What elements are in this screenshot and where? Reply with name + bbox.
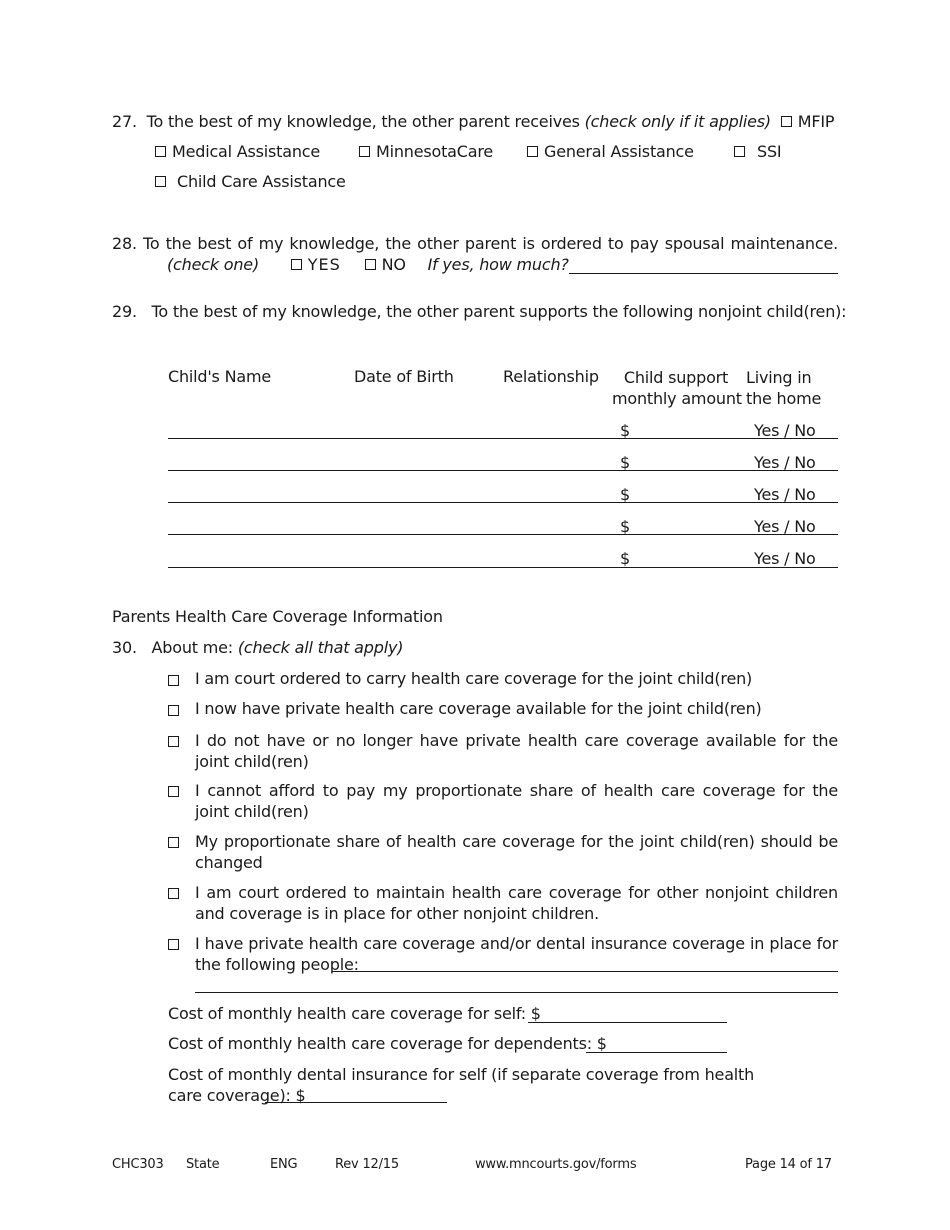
q28-text: To the best of my knowledge, the other parent is ordered to pay spousal maintenance.	[143, 234, 838, 253]
header-child-support: Child support monthly amount	[612, 368, 742, 408]
q30-private-available-checkbox[interactable]	[168, 705, 179, 716]
medical-assistance-option: Medical Assistance	[155, 142, 320, 161]
q30-instruction: (check all that apply)	[237, 638, 404, 657]
q28-instruction: (check one)	[167, 255, 259, 274]
cost-dental-label: Cost of monthly dental insurance for self (if separate coverage from health care coverage): $	[168, 1065, 755, 1105]
footer-state: State	[186, 1157, 220, 1172]
q28-amount-field[interactable]	[569, 273, 838, 274]
footer-language: ENG	[270, 1157, 298, 1172]
header-date-of-birth: Date of Birth	[354, 367, 454, 386]
q30-number: 30.	[112, 638, 137, 657]
q28-no-checkbox[interactable]	[365, 259, 376, 270]
q30-court-ordered-checkbox[interactable]	[168, 675, 179, 686]
q27-instruction: (check only if it applies)	[584, 112, 771, 131]
row-line	[168, 438, 838, 439]
header-childs-name: Child's Name	[168, 367, 271, 386]
row-line	[168, 567, 838, 568]
q30-item-court-ordered: I am court ordered to carry health care coverage for the joint child(ren)	[195, 669, 838, 688]
following-people-field[interactable]	[332, 971, 838, 972]
minnesotacare-option: MinnesotaCare	[359, 142, 493, 161]
footer-url[interactable]: www.mncourts.gov/forms	[475, 1157, 637, 1172]
cost-dependents-label: Cost of monthly health care coverage for dependents: $	[168, 1034, 607, 1053]
q30-item-nonjoint-coverage: I am court ordered to maintain health care coverage for other nonjoint children and coverage is in place for other nonjoint children.	[195, 882, 838, 924]
minnesotacare-checkbox[interactable]	[359, 146, 370, 157]
q28-how-much-label: If yes, how much?	[427, 255, 569, 274]
general-assistance-option: General Assistance	[527, 142, 694, 161]
q30-nonjoint-coverage-checkbox[interactable]	[168, 888, 179, 899]
cost-self-field[interactable]	[528, 1022, 727, 1023]
q30-item-private-in-place: I have private health care coverage and/or dental insurance coverage in place for the following people:	[195, 933, 838, 975]
footer-form-code: CHC303	[112, 1157, 164, 1172]
q30-text: About me:	[151, 638, 233, 657]
q27-number: 27.	[112, 112, 137, 131]
q30-line	[112, 638, 403, 657]
child-care-assistance-checkbox[interactable]	[155, 176, 166, 187]
ssi-option: SSI	[734, 142, 781, 161]
section-heading: Parents Health Care Coverage Information	[112, 607, 443, 626]
general-assistance-checkbox[interactable]	[527, 146, 538, 157]
row-line	[168, 470, 838, 471]
q30-item-share-changed: My proportionate share of health care coverage for the joint child(ren) should be changed	[195, 831, 838, 873]
cost-dental-field[interactable]	[265, 1102, 447, 1103]
row-line	[168, 534, 838, 535]
q30-item-cannot-afford: I cannot afford to pay my proportionate share of health care coverage for the joint child(ren)	[195, 780, 838, 822]
q28-yes-label: YES	[307, 255, 341, 274]
q30-item-private-available: I now have private health care coverage available for the joint child(ren)	[195, 699, 838, 718]
q27-text: To the best of my knowledge, the other parent receives	[146, 112, 580, 131]
q28-yes-checkbox[interactable]	[291, 259, 302, 270]
cost-self-label: Cost of monthly health care coverage for self: $	[168, 1004, 541, 1023]
q30-cannot-afford-checkbox[interactable]	[168, 786, 179, 797]
q30-no-longer-have-checkbox[interactable]	[168, 736, 179, 747]
q30-private-in-place-checkbox[interactable]	[168, 939, 179, 950]
q28-line	[112, 234, 838, 253]
footer-page-number: Page 14 of 17	[745, 1157, 832, 1172]
q30-item-no-longer-have: I do not have or no longer have private health care coverage available for the joint child(ren)	[195, 730, 838, 772]
mfip-checkbox[interactable]	[781, 116, 792, 127]
child-care-assistance-option: Child Care Assistance	[155, 172, 346, 191]
cost-dependents-field[interactable]	[586, 1052, 727, 1053]
q29-line	[112, 302, 846, 321]
q28-number: 28.	[112, 234, 137, 253]
q28-answer-row	[167, 255, 569, 274]
following-people-field-line2[interactable]	[195, 992, 838, 993]
medical-assistance-checkbox[interactable]	[155, 146, 166, 157]
mfip-label: MFIP	[797, 112, 835, 131]
row-line	[168, 502, 838, 503]
footer-revision: Rev 12/15	[335, 1157, 399, 1172]
q30-share-changed-checkbox[interactable]	[168, 837, 179, 848]
header-relationship: Relationship	[503, 367, 599, 386]
q29-text: To the best of my knowledge, the other parent supports the following nonjoint child(ren):	[151, 302, 847, 321]
q29-number: 29.	[112, 302, 137, 321]
q27-line	[112, 112, 834, 131]
q28-no-label: NO	[381, 255, 406, 274]
header-living-in-home: Living in the home	[746, 368, 822, 408]
ssi-checkbox[interactable]	[734, 146, 745, 157]
